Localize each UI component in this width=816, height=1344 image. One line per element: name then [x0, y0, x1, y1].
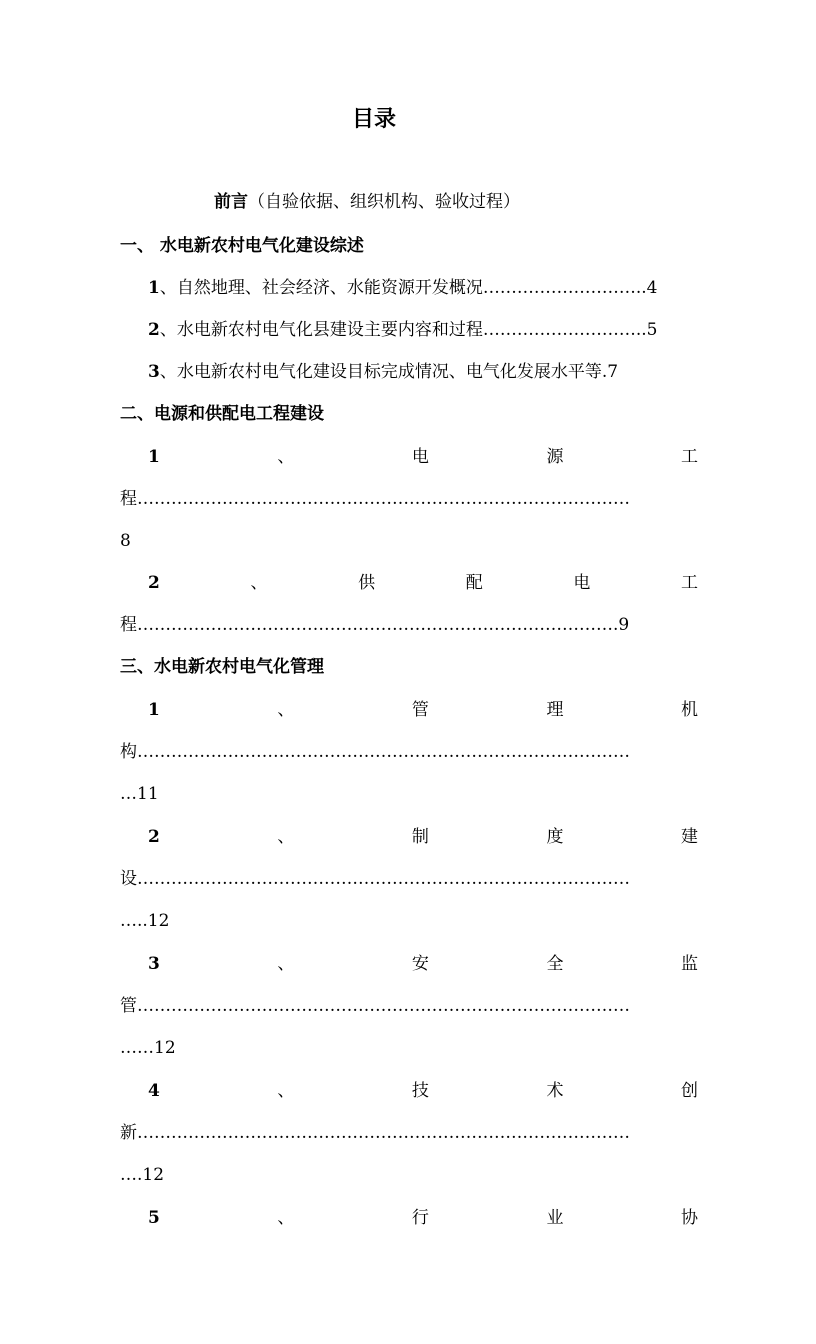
preface-note: （自验依据、组织机构、验收过程） [248, 192, 520, 212]
page-number: 7 [607, 362, 619, 382]
entry-char: 、 [277, 827, 295, 847]
toc-entry-1-3 [148, 360, 618, 384]
entry-number: 5 [148, 1208, 160, 1228]
page-number: …..12 [120, 911, 170, 931]
page-number: .9 [613, 615, 630, 635]
page-number: ……12 [120, 1038, 176, 1058]
preface-label: 前言 [214, 192, 248, 212]
entry-char: 、 [250, 573, 268, 593]
entry-char: 程 [120, 615, 137, 635]
entry-char: 全 [546, 954, 564, 974]
section-3-heading: 三、水电新农村电气化管理 [120, 657, 324, 677]
toc-entry-2-1-leader [120, 487, 698, 511]
entry-char: 设 [120, 869, 137, 889]
toc-entry-2-1 [148, 445, 698, 469]
toc-entry-3-5 [148, 1206, 698, 1230]
toc-entry-3-3 [148, 952, 698, 976]
page-number: …11 [120, 784, 159, 804]
entry-char: 工 [680, 573, 698, 593]
entry-char: 、 [277, 954, 295, 974]
toc-entry-1-1 [148, 276, 657, 300]
entry-char: 制 [411, 827, 429, 847]
page-number: ….12 [120, 1165, 165, 1185]
entry-char: 构 [120, 742, 137, 762]
page-number: 5 [646, 320, 658, 340]
toc-entry-1-2 [148, 318, 657, 342]
entry-char: 机 [680, 700, 698, 720]
section-2-heading: 二、电源和供配电工程建设 [120, 404, 324, 424]
dot-leader: ………………………………………………………………………… [137, 615, 613, 635]
entry-char: 度 [546, 827, 564, 847]
dot-leader: ……………………….. [482, 320, 647, 340]
page-number: 4 [646, 278, 658, 298]
entry-number: 2 [148, 320, 160, 340]
entry-char: 业 [546, 1208, 564, 1228]
preface-line [214, 190, 520, 214]
entry-char: 术 [546, 1081, 564, 1101]
entry-char: 协 [680, 1208, 698, 1228]
entry-char: 技 [411, 1081, 429, 1101]
toc-entry-3-3-leader [120, 994, 698, 1018]
toc-entry-3-1-leader [120, 740, 698, 764]
dot-leader: …………………………………………………………………………… [137, 869, 630, 889]
dot-leader: …………………………………………………………………………… [137, 742, 630, 762]
entry-number: 1 [148, 447, 160, 467]
entry-char: 电 [573, 573, 591, 593]
entry-char: 建 [680, 827, 698, 847]
entry-number: 3 [148, 954, 160, 974]
entry-char: 配 [465, 573, 483, 593]
entry-number: 2 [148, 573, 160, 593]
dot-leader: ……………………….. [482, 278, 647, 298]
toc-entry-2-2-leader [120, 613, 698, 637]
toc-entry-2-2 [148, 571, 698, 595]
entry-char: 程 [120, 489, 137, 509]
dot-leader: …………………………………………………………………………… [137, 996, 630, 1016]
toc-entry-3-4-leader [120, 1121, 698, 1145]
entry-number: 3 [148, 362, 160, 382]
dot-leader: …………………………………………………………………………… [137, 1123, 630, 1143]
dot-leader: . [601, 362, 608, 382]
page-title: 目录 [351, 106, 396, 132]
entry-char: 、 [277, 1208, 295, 1228]
entry-number: 4 [148, 1081, 160, 1101]
entry-char: 新 [120, 1123, 137, 1143]
entry-number: 2 [148, 827, 160, 847]
entry-char: 管 [411, 700, 429, 720]
entry-char: 供 [358, 573, 376, 593]
entry-char: 管 [120, 996, 137, 1016]
entry-char: 电 [411, 447, 429, 467]
page-number: 8 [120, 531, 131, 551]
entry-char: 行 [411, 1208, 429, 1228]
entry-char: 、 [277, 1081, 295, 1101]
entry-number: 1 [148, 278, 160, 298]
entry-char: 源 [546, 447, 564, 467]
entry-char: 监 [680, 954, 698, 974]
toc-entry-3-2 [148, 825, 698, 849]
entry-char: 、 [277, 447, 295, 467]
entry-text: 、自然地理、社会经济、水能资源开发概况 [159, 278, 483, 298]
dot-leader: …………………………………………………………………………… [137, 489, 630, 509]
toc-entry-3-4 [148, 1079, 698, 1103]
toc-entry-3-1 [148, 698, 698, 722]
entry-char: 工 [680, 447, 698, 467]
entry-text: 、水电新农村电气化建设目标完成情况、电气化发展水平等 [159, 362, 602, 382]
entry-number: 1 [148, 700, 160, 720]
entry-text: 、水电新农村电气化县建设主要内容和过程 [159, 320, 483, 340]
entry-char: 、 [277, 700, 295, 720]
entry-char: 安 [411, 954, 429, 974]
toc-entry-3-2-leader [120, 867, 698, 891]
entry-char: 理 [546, 700, 564, 720]
entry-char: 创 [680, 1081, 698, 1101]
section-1-heading: 一、 水电新农村电气化建设综述 [120, 236, 364, 256]
